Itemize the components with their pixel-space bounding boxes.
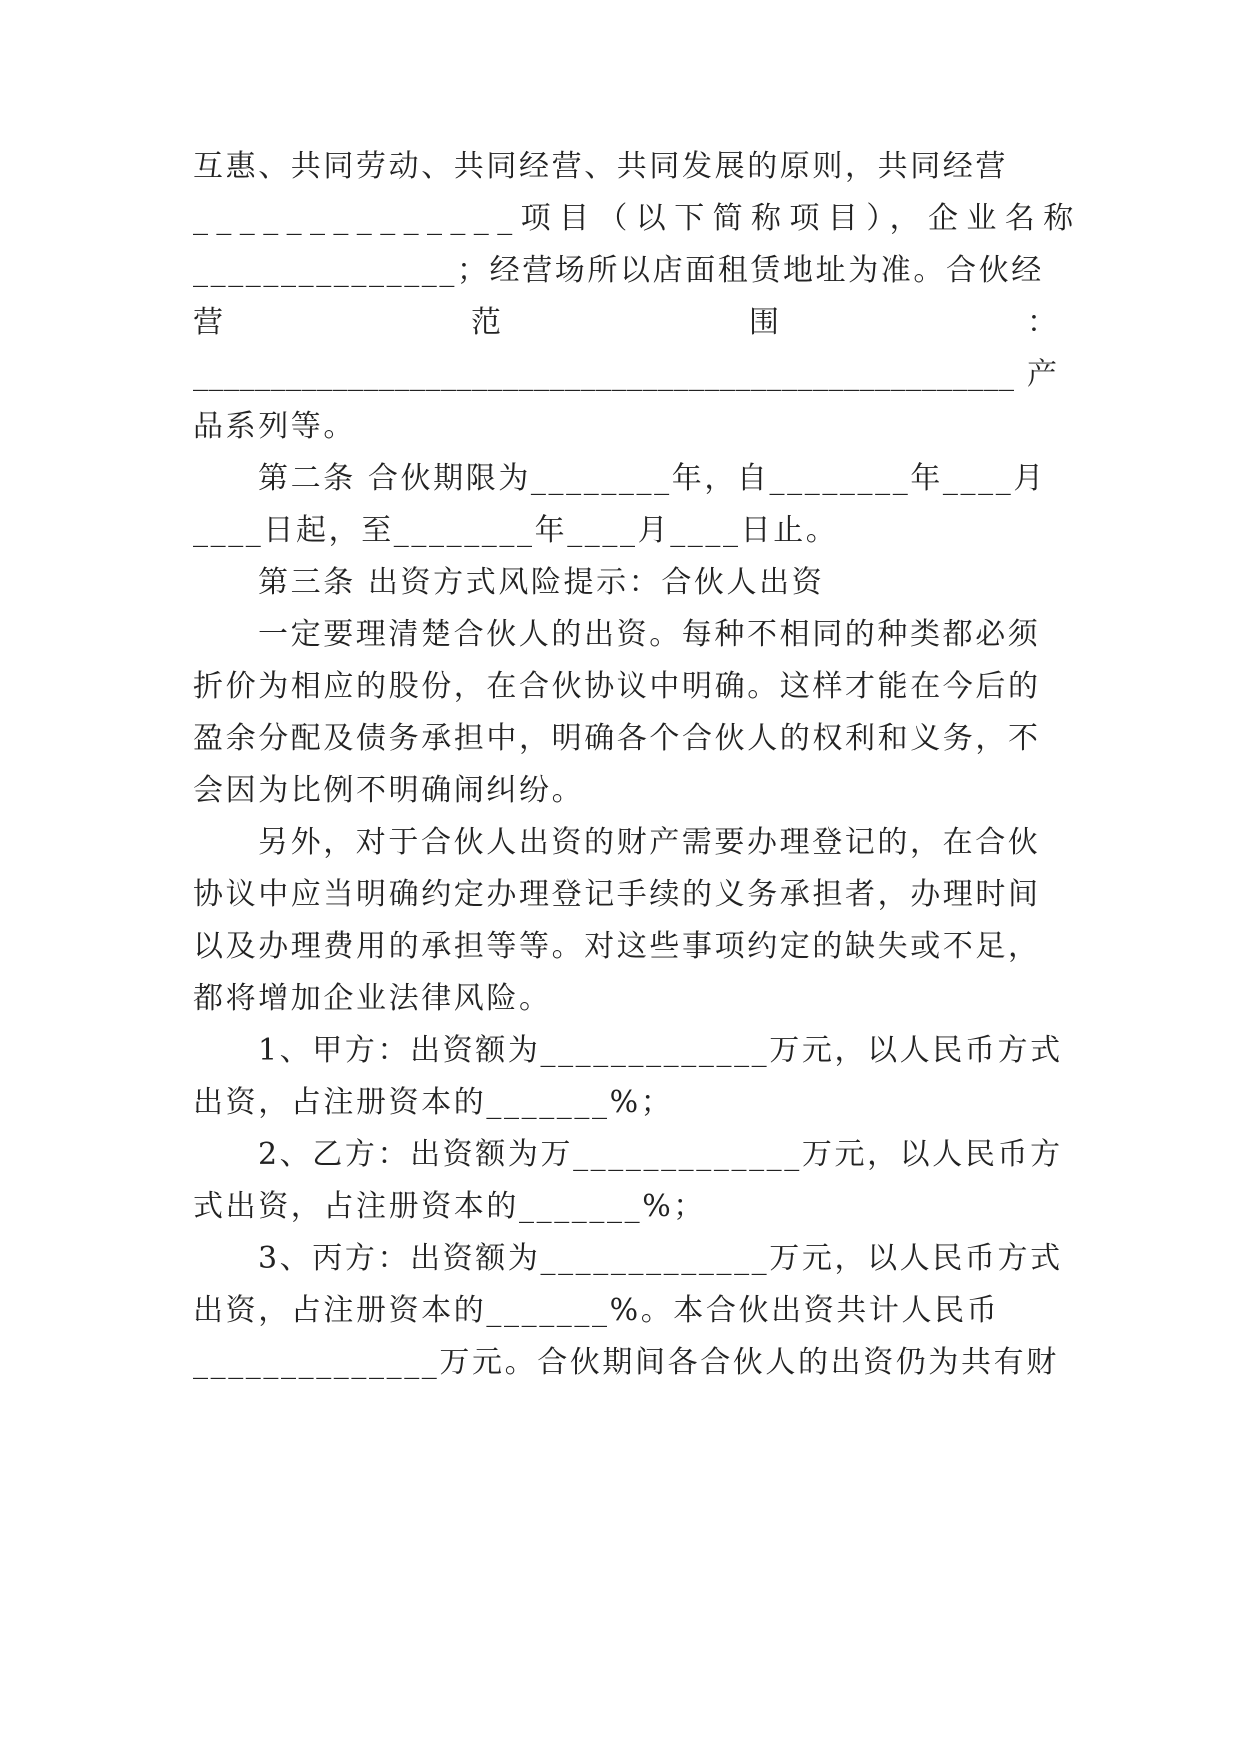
text-line-17: 都将增加企业法律风险。 [193,981,552,1016]
text-line-21: 式出资，占注册资本的_______%； [193,1189,706,1224]
text-line-18-party-a: 1、甲方：出资额为_____________万元，以人民币方式 [258,1033,1063,1068]
text-line-24: ______________万元。合伙期间各合伙人的出资仍为共有财 [193,1345,1059,1380]
scope-blank: _____________________________________________________ [193,357,1015,392]
text-line-7-article-2: 第二条 合伙期限为________年，自________年____月 [258,461,1046,496]
text-line-19: 出资，占注册资本的_______%； [193,1085,674,1120]
text-line-1: 互惠、共同劳动、共同经营、共同发展的原则，共同经营 [193,149,1008,184]
scope-word-4: ： [1027,305,1057,340]
text-line-20-party-b: 2、乙方：出资额为万_____________万元，以人民币方 [258,1137,1063,1172]
text-line-23: 出资，占注册资本的_______%。本合伙出资共计人民币 [193,1293,1000,1328]
text-line-15: 协议中应当明确约定办理登记手续的义务承担者，办理时间 [193,877,1041,912]
text-line-6: 品系列等。 [193,409,356,444]
text-line-5 [193,355,1057,395]
text-line-12: 盈余分配及债务承担中，明确各个合伙人的权利和义务，不 [193,721,1041,756]
text-line-11: 折价为相应的股份，在合伙协议中明确。这样才能在今后的 [193,669,1041,704]
scope-word-2: 范 [471,305,501,340]
text-line-16: 以及办理费用的承担等等。对这些事项约定的缺失或不足， [193,929,1041,964]
scope-word-1: 营 [193,305,223,340]
text-line-9-article-3: 第三条 出资方式风险提示：合伙人出资 [258,565,825,600]
text-line-3: _______________；经营场所以店面租赁地址为准。合伙经 [193,253,1044,288]
scope-blank-suffix: 产 [1027,357,1057,392]
text-line-2-content: ______________项目（以下简称项目），企业名称 [193,201,1082,236]
text-line-10: 一定要理清楚合伙人的出资。每种不相同的种类都必须 [258,617,1041,652]
text-line-4-business-scope [193,303,1057,343]
text-line-14: 另外，对于合伙人出资的财产需要办理登记的，在合伙 [258,825,1041,860]
text-line-8: ____日起，至________年____月____日止。 [193,513,839,548]
text-line-22-party-c: 3、丙方：出资额为_____________万元，以人民币方式 [258,1241,1063,1276]
scope-word-3: 围 [749,305,779,340]
text-line-13: 会因为比例不明确闹纠纷。 [193,773,585,808]
text-line-2 [193,199,1082,239]
